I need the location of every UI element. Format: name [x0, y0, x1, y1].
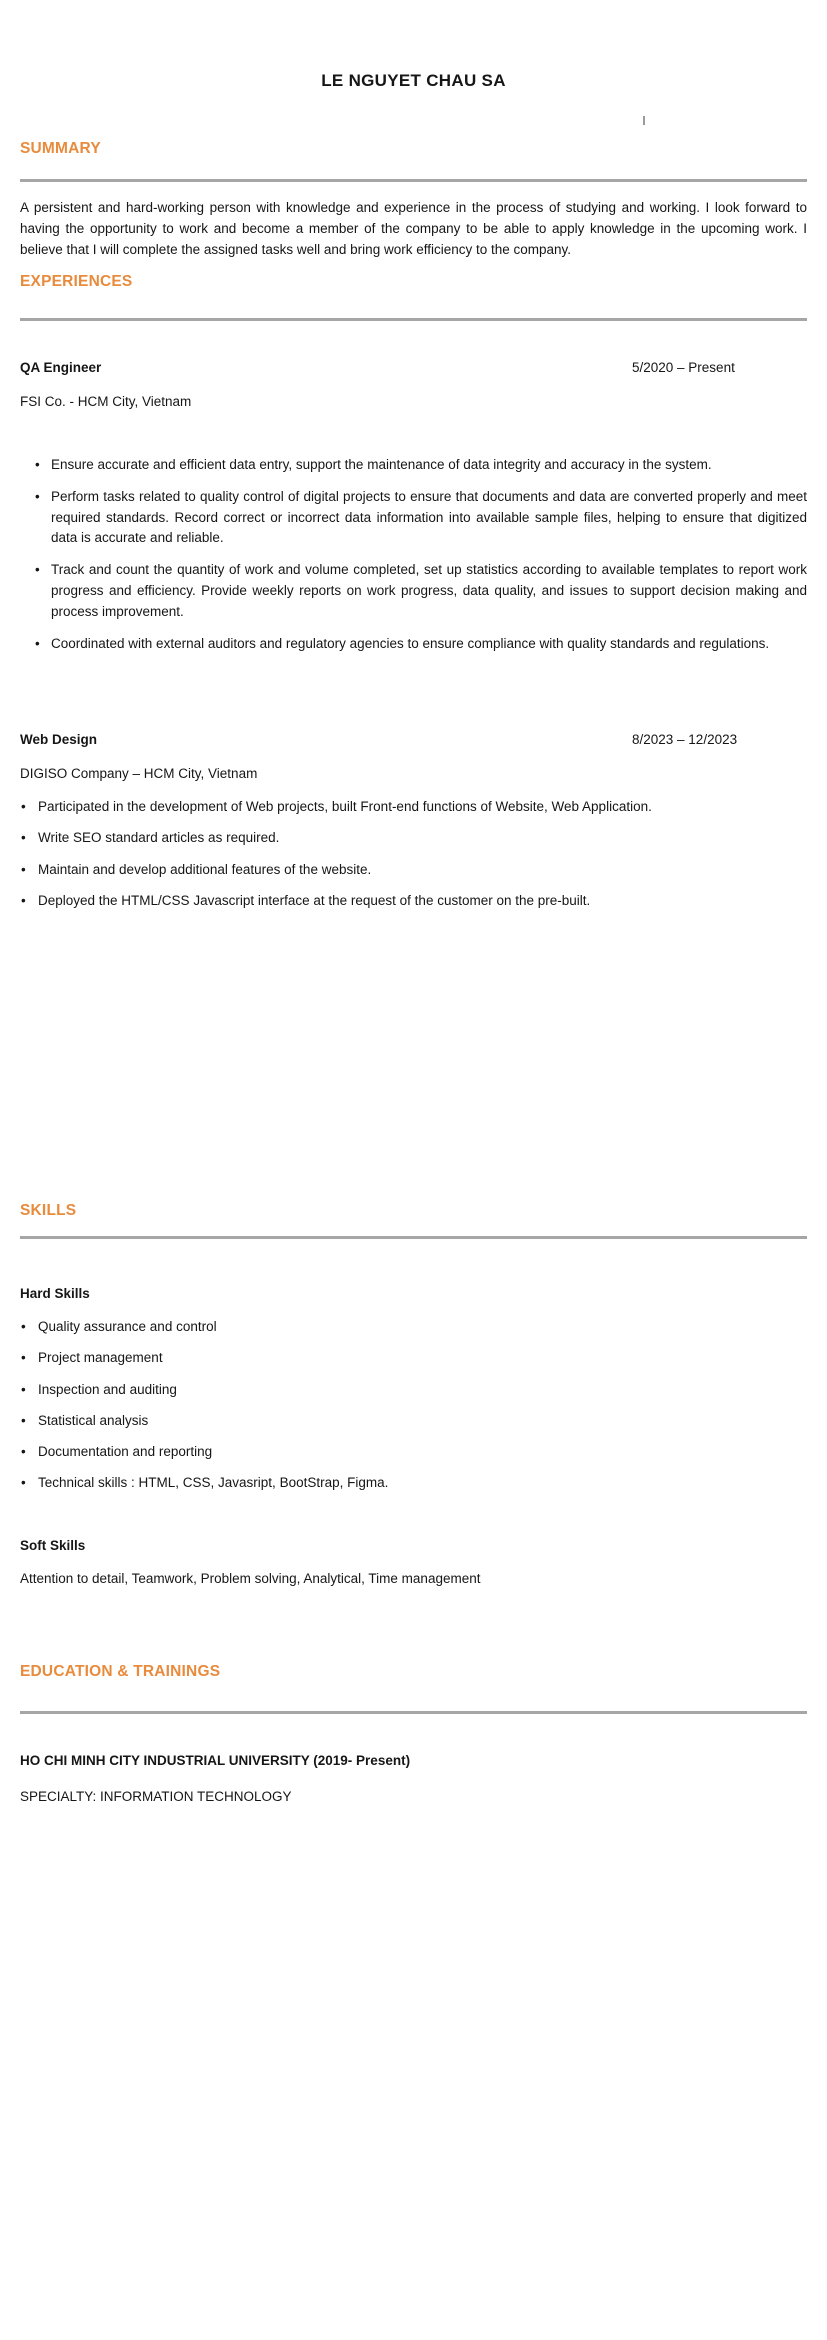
job-title: Web Design: [20, 732, 98, 747]
section-divider: [20, 179, 807, 182]
experience-bullet: • Ensure accurate and efficient data entry, support the maintenance of data integrity and accuracy in the system.: [20, 455, 807, 476]
subsection-title-hard-skills: Hard Skills: [20, 1286, 90, 1301]
experience-bullet: • Track and count the quantity of work and volume completed, set up statistics according to available templates to report work progress and efficiency. Provide weekly reports on work progress, data quality, and issues to support decision making and process improvement.: [20, 560, 807, 622]
section-divider: [20, 318, 807, 321]
skill-item: • Quality assurance and control: [20, 1317, 807, 1338]
experience-bullet: • Write SEO standard articles as required.: [20, 828, 807, 849]
section-title-summary: SUMMARY: [20, 140, 101, 157]
job-bullet-list: [20, 455, 807, 665]
education-specialty: SPECIALTY: INFORMATION TECHNOLOGY: [20, 1789, 292, 1804]
experience-bullet: • Perform tasks related to quality control of digital projects to ensure that documents and data are converted properly and meet required standards. Record correct or incorrect data information into available sample files, helping to ensure that digitized data is accurate and reliable.: [20, 487, 807, 549]
skill-item: • Technical skills : HTML, CSS, Javasript, BootStrap, Figma.: [20, 1473, 807, 1494]
job-header: [20, 732, 807, 752]
job-company: FSI Co. - HCM City, Vietnam: [20, 394, 192, 409]
section-divider: [20, 1236, 807, 1239]
job-dates: 5/2020 – Present: [632, 360, 735, 375]
education-school: HO CHI MINH CITY INDUSTRIAL UNIVERSITY (2019- Present): [20, 1753, 411, 1768]
hard-skills-list: [20, 1317, 807, 1505]
subsection-title-soft-skills: Soft Skills: [20, 1538, 86, 1553]
skill-item: • Documentation and reporting: [20, 1442, 807, 1463]
experience-bullet: • Maintain and develop additional features of the website.: [20, 860, 807, 881]
text-cursor-mark: [643, 116, 645, 125]
skill-item: • Project management: [20, 1348, 807, 1369]
experience-bullet: • Participated in the development of Web projects, built Front-end functions of Website, Web Application.: [20, 797, 807, 818]
section-divider: [20, 1711, 807, 1714]
job-title: QA Engineer: [20, 360, 102, 375]
job-header: [20, 360, 807, 380]
section-title-education: EDUCATION & TRAININGS: [20, 1663, 221, 1680]
skill-item: • Inspection and auditing: [20, 1380, 807, 1401]
job-company: DIGISO Company – HCM City, Vietnam: [20, 766, 258, 781]
candidate-name: LE NGUYET CHAU SA: [321, 71, 506, 90]
experience-bullet: • Coordinated with external auditors and regulatory agencies to ensure compliance with quality standards and regulations.: [20, 634, 807, 655]
section-title-skills: SKILLS: [20, 1202, 77, 1219]
skill-item: • Statistical analysis: [20, 1411, 807, 1432]
job-bullet-list: [20, 797, 807, 922]
job-dates: 8/2023 – 12/2023: [632, 732, 738, 747]
section-title-experiences: EXPERIENCES: [20, 273, 133, 290]
soft-skills-text: Attention to detail, Teamwork, Problem solving, Analytical, Time management: [20, 1571, 481, 1586]
experience-bullet: • Deployed the HTML/CSS Javascript interface at the request of the customer on the pre-built.: [20, 891, 807, 912]
summary-paragraph: A persistent and hard-working person with knowledge and experience in the process of studying and working. I look forward to having the opportunity to work and become a member of the company to be able to apply knowledge in the upcoming work. I believe that I will complete the assigned tasks well and bring work efficiency to the company.: [20, 200, 807, 257]
